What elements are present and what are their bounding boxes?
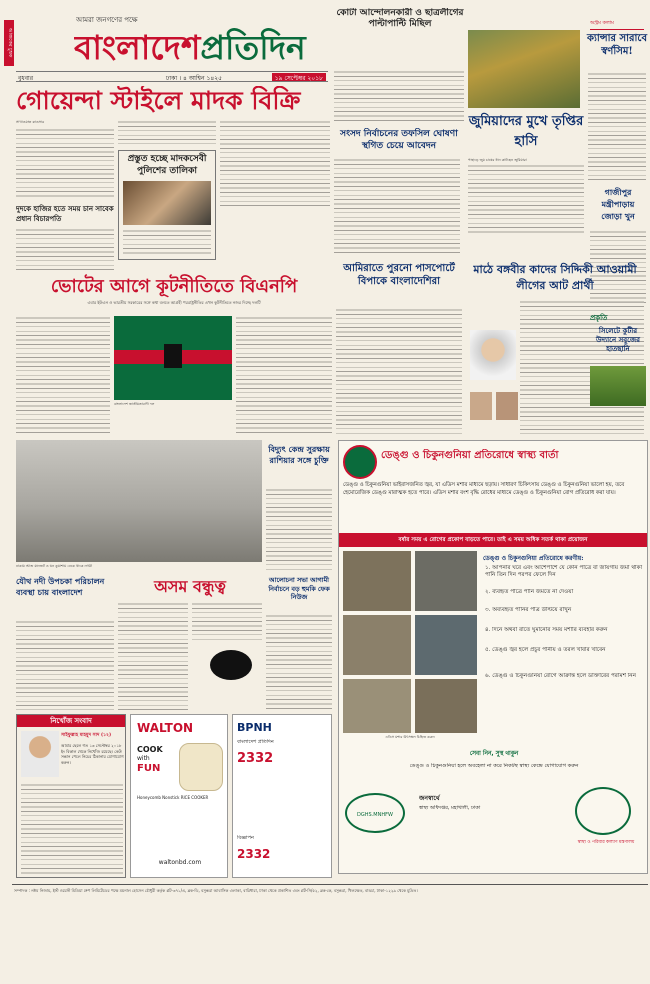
logo-word-bangladesh: বাংলাদেশ: [74, 28, 201, 66]
right-headline[interactable]: ক্যান্সার সারাবে স্বর্ণসিম!: [586, 33, 648, 57]
lead-text-col1: [16, 128, 114, 200]
lead-text-col3: [220, 120, 330, 206]
mosquito-photo-6: [415, 679, 477, 733]
walton-web: waltonbd.com: [158, 859, 202, 866]
health-slogan: সেবা নিন, সুস্থ থাকুন: [469, 751, 519, 757]
missing-name: সাইফুল্লাহ মাহমুদ সাদ (১২): [61, 733, 112, 738]
story-bnp[interactable]: ভোটের আগে কূটনীতিতে বিএনপি: [50, 276, 298, 297]
election-headline[interactable]: [332, 60, 462, 70]
story-river[interactable]: যৌথ নদী উপচকা পরিচালন ব্যবস্থা চায় বাংলাদেশ: [16, 576, 105, 597]
bnp-text-col2: [236, 316, 332, 434]
bpnh-brand: BPNH: [237, 721, 272, 734]
top-story-headline: কোটা আন্দোলনকারী ও ছাত্রলীগের পাল্টাপাল্টি মিছিল: [336, 8, 464, 29]
flag-emblem: [164, 344, 182, 368]
walton-fun: FUN: [137, 763, 161, 774]
drug-police-headline: প্রস্তুত হচ্ছে মাদকসেবী পুলিশের তালিকা: [127, 154, 207, 176]
health-ad-title: ডেঙ্গু ও চিকুনগুনিয়া প্রতিরোধে স্বাস্থ্য বার্তা: [381, 450, 559, 461]
story-uae[interactable]: আমিরাতে পুরনো পাসপোর্টে বিপাকে বাংলাদেশিরা: [343, 263, 455, 287]
story-judge[interactable]: দুদকে হাজির হতে সময় চান সাবেক প্রধান বিচারপতি: [16, 204, 114, 223]
fog-caption: ঢাকায় আজ যানজট ও ঘন কুয়াশায় ঢেকে থাকে নগরী: [16, 564, 92, 568]
sabdhan-logo: [210, 650, 252, 680]
river-text: [16, 620, 114, 710]
story-bnp-sub: এবার ইউএন ও ভারতীয় সরকারের সঙ্গে কথা বলতে আগ্রহী পররাষ্ট্রনীতির এখন কূটনীতিতে নজর দিচ্ছে দলটি: [87, 300, 261, 305]
bnp-text-col1: [16, 316, 110, 434]
health-list-item-6: ৬. ডেঙ্গু ও চিকুনগুনিয়া রোগে আক্রান্ত হলে ডাক্তারের পরামর্শ নিন: [485, 673, 636, 679]
candidate-portrait-1: [470, 392, 492, 420]
bd-govt-emblem: [343, 445, 377, 479]
mosquito-photo-3: [343, 615, 411, 675]
ministry-name: স্বাস্থ্য ও পরিবার কল্যাণ মন্ত্রণালয়: [577, 840, 635, 845]
footer-rule: [12, 884, 648, 885]
unequal-text-b: [192, 602, 262, 642]
tea-garden-photo: [590, 366, 646, 406]
missing-child-photo: [21, 731, 59, 777]
candidate-portrait-2: [496, 392, 518, 420]
health-issuer: জনস্বার্থে: [419, 795, 440, 802]
rice-cooker-image: [179, 743, 223, 791]
col-mid-text-b: [334, 158, 460, 254]
imprint-line: সম্পাদক : নঈম নিজাম, ইস্ট ওয়েস্ট মিডিয়া গ্রুপ লিমিটেডের পক্ষে ময়নাল হোসেন চৌধুরী কর্তৃক প্লট-৩৭১/এ, ব্লক-ডি, বসুন্ধরা আবাসিক এলাকা, বারিধারা, ঢাকা থেকে প্রকাশিত এবং প্লট-সি/৫২, ব্লক-কে, বসুন্ধরা, খিলক্ষেত, বাড্ডা, ঢাকা-১২২৯ থেকে মুদ্রিত।: [14, 888, 418, 893]
top-story-box[interactable]: [334, 8, 466, 52]
logo-word-pratidin: প্রতিদিন: [200, 28, 306, 66]
right-tag: অস্ট্রম কলাম: [590, 20, 644, 30]
story-sylhet[interactable]: সিলেটে কুটীর উদ্যানে সবুজের হাতছানি: [595, 326, 641, 353]
mosquito-photo-2: [415, 551, 477, 611]
walton-ad[interactable]: [130, 714, 228, 878]
bpnh-sub: বাংলাদেশ প্রতিদিন: [237, 739, 274, 745]
lead-text-col2: [118, 120, 216, 144]
story-jhum[interactable]: জুমিয়াদের মুখে তৃপ্তির হাসি: [468, 114, 584, 149]
masthead-tagline: আমরা জনগণের পক্ষে: [76, 16, 138, 24]
walton-sub: Honeycomb Nonstick RICE COOKER: [137, 795, 209, 800]
health-list-item-4: ৪. দিনে অথবা রাতে ঘুমানোর সময় মশারি ব্যবহার করুন: [485, 627, 608, 633]
story-judge-text: [16, 228, 114, 270]
main-headline[interactable]: গোয়েন্দা স্টাইলে মাদক বিক্রি: [16, 86, 301, 115]
mosquito-photo-4: [415, 615, 477, 675]
byline-1: সাখাওয়াত কাওসার: [16, 120, 45, 124]
health-ad[interactable]: [338, 440, 648, 874]
ministry-logo: [575, 787, 631, 835]
drug-police-text: [123, 229, 211, 257]
prokiti-label: প্রকৃতি: [590, 313, 608, 322]
missing-header: নিখোঁজ সংবাদ: [17, 715, 125, 727]
missing-notice[interactable]: [16, 714, 126, 878]
story-kader[interactable]: মাঠে বঙ্গবীর কাদের সিদ্দিকী আওয়ামী লীগের আট প্রার্থী: [473, 263, 637, 292]
walton-cook: COOK: [137, 745, 163, 754]
story-unequal[interactable]: অসম বন্ধুত্ব: [154, 577, 226, 596]
bnp-flag: [114, 316, 232, 400]
dghs-logo: DGHS.MNHFW: [345, 793, 405, 833]
health-list-item-1: ১. আপনার ঘরে এবং আশেপাশে যে কোন পাত্রে বা জায়গায় জমা থাকা পানি তিন দিন পরপর ফেলে দিন: [485, 565, 643, 578]
date-bar: [16, 71, 328, 82]
missing-text-more: [21, 783, 123, 875]
health-issuer-org: স্বাস্থ্য অধিদপ্তর, মহাখালী, ঢাকা: [419, 805, 481, 811]
date-en: ১৯ সেপ্টেম্বর ২০১৮: [272, 73, 326, 82]
story-schedule[interactable]: সংসদ নির্বাচনের তফসিল ঘোষণা স্থগিত চেয়ে আবেদন: [340, 129, 458, 151]
health-ad-warning: বর্ষার সময় এ রোগের প্রকোপ বাড়তে পারে। তাই এ সময় অধিক সতর্ক থাকা প্রয়োজন: [339, 533, 647, 547]
missing-text: আমার ছেলে গত ১৩ সেপ্টেম্বর ২০১৮ ইং বিকাল থেকে নিখোঁজ রয়েছে। কেউ সন্ধান পেলে নিচের ঠিকানায় যোগাযোগ করুন।: [61, 743, 124, 765]
bpnh-sub2: বিজ্ঞাপন: [237, 835, 254, 841]
masthead-logo[interactable]: [74, 22, 314, 66]
bpnh-ad[interactable]: [232, 714, 332, 878]
power-text: [266, 488, 332, 570]
story-fake-news[interactable]: আলোচনা সভা আগামী নির্বাচনে বড় হুমকি ফেক নিউজ: [268, 576, 330, 602]
bpnh-number: 2332: [237, 751, 274, 766]
health-list-item-3: ৩. অব্যবহৃত পানির পাত্র উল্টিয়ে রাখুন: [485, 607, 572, 613]
health-list-item-2: ২. ব্যবহৃত পাত্রে পানি জমতে না দেওয়া: [485, 589, 574, 595]
health-list-item-5: ৫. ডেঙ্গু জ্বর হলে প্রচুর পানীয় ও তরল খাবার খাবেন: [485, 647, 606, 653]
fake-news-text: [266, 614, 332, 710]
hands-photo: [123, 181, 211, 225]
walton-with: with: [137, 755, 150, 762]
ear-left: আজকের চুম্বক: [4, 20, 14, 66]
fog-photo: [16, 440, 262, 562]
drug-police-box[interactable]: [118, 150, 216, 260]
right-column-text: [588, 72, 646, 182]
bnp-flag-caption: বাংলাদেশ জাতীয়তাবাদী দল: [114, 402, 155, 406]
day-label: বুধবার: [18, 75, 34, 82]
health-list-head: ডেঙ্গু ও চিকুনগুনিয়া প্রতিরোধে করণীয়:: [483, 555, 584, 562]
kader-portrait: [470, 330, 516, 380]
walton-brand: WALTON: [137, 721, 194, 735]
jhum-photo: [468, 30, 580, 108]
mosquito-photo-5: [343, 679, 411, 733]
bpnh-number-2: 2332: [237, 847, 271, 861]
jhum-text: [468, 164, 584, 236]
unequal-text-a: [118, 602, 188, 710]
jhum-caption: পাহাড়ে জুম চাষের ধান কাটছেন জুমিয়ারা: [468, 158, 527, 162]
col-mid-text-a: [334, 70, 464, 124]
health-ad-body: ডেঙ্গু ও চিকুনগুনিয়া ভাইরাসজনিত জ্বর, যা এডিস মশার মাধ্যমে ছড়ায়। সাধারণ চিকিৎসায় ডেঙ্গু ও চিকুনগুনিয়া ভালো হয়, তবে হেমোরেজিক ডেঙ্গু মারাত্মক হতে পারে। এডিস মশার বংশ বৃদ্ধি রোধের মাধ্যমে ডেঙ্গু ও চিকুনগুনিয়া রোগ প্রতিরোধ করা যায়।: [343, 482, 625, 496]
mosquito-photo-1: [343, 551, 411, 611]
health-footer: ডেঙ্গু ও চিকুনগুনিয়া হলে অবহেলা না করে নিকটস্থ স্বাস্থ্য কেন্দ্রে যোগাযোগ করুন: [409, 763, 579, 769]
story-power-plant[interactable]: বিদ্যুৎ কেন্দ্র সুরক্ষায় রাশিয়ার সঙ্গে চুক্তি: [268, 444, 330, 465]
date-bn: ঢাকা । ৪ আশ্বিন ১৪২৫: [166, 75, 223, 82]
mosquito-photo-caption: এডিস মশার উৎসস্থল চিহ্নিত করুন: [385, 735, 435, 739]
story-murder[interactable]: গাজীপুর মন্ত্রীপাড়ায় জোড়া খুন: [601, 187, 635, 221]
uae-text: [336, 308, 462, 434]
